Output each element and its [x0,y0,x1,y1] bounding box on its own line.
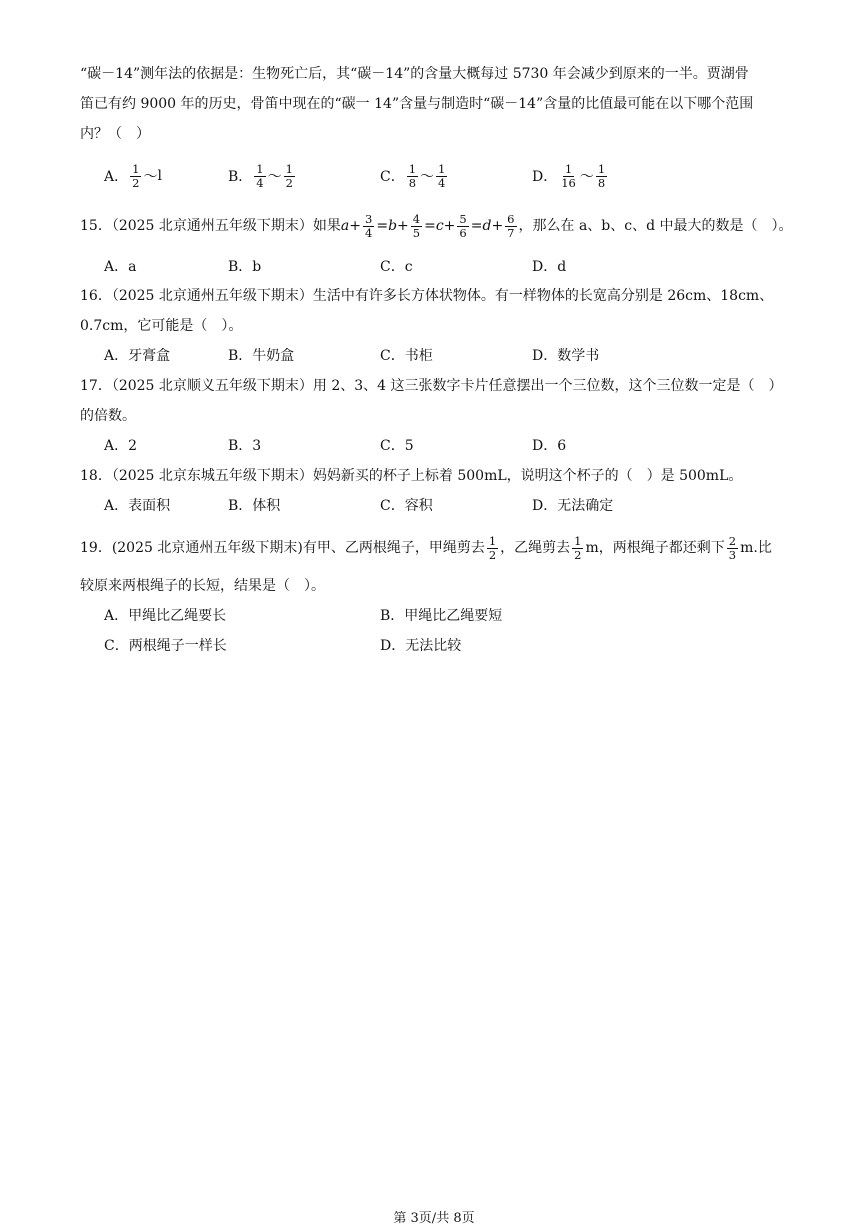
q19-option-a[interactable]: A．甲绳比乙绳要长 [104,608,227,624]
q16-line-1: 16．（2025 北京通州五年级下期末）生活中有许多长方体状物体。有一样物体的长宽高分别是 26cm、18cm、 [80,288,774,304]
q18-option-d[interactable]: D．无法确定 [532,498,614,514]
fraction: $\frac{4}{5}$ [412,211,421,240]
fraction: $\frac{1}{16}$ [561,161,576,190]
q15-option-d[interactable]: D．d [532,259,567,275]
q17-line-1: 17．（2025 北京顺义五年级下期末）用 2、3、4 这三张数字卡片任意摆出一个三位数，这个三位数一定是（ ） [80,378,783,394]
q16-option-d[interactable]: D．数学书 [532,348,600,364]
q14-line-1: “碳－14”测年法的依据是：生物死亡后，其“碳－14”的含量大概每过 5730 年会减少到原来的一半。贾湖骨 [80,66,749,82]
q17-option-b[interactable]: B．3 [228,438,262,454]
q16-options [104,338,804,372]
fraction: $\frac{1}{2}$ [285,161,293,190]
q19-option-c[interactable]: C．两根绳子一样长 [104,638,227,654]
fraction: $\frac{5}{6}$ [459,211,467,240]
page-number: 第 3页/共 8页 [393,1211,475,1226]
fraction: $\frac{1}{8}$ [597,161,606,190]
q18-line-1: 18．（2025 北京东城五年级下期末）妈妈新买的杯子上标着 500mL，说明这个杯子的（ ）是 500mL。 [80,468,743,484]
fraction: $\frac{3}{4}$ [365,211,373,240]
q14-line-2: 笛已有约 9000 年的历史，骨笛中现在的“碳一 14”含量与制造时“碳－14”含量的比值最可能在以下哪个范围 [80,96,754,112]
q16-option-b[interactable]: B．牛奶盒 [228,348,295,364]
fraction: $\frac{1}{2}$ [488,533,497,562]
q15-option-b[interactable]: B．b [228,259,262,275]
fraction: $\frac{1}{2}$ [132,161,140,190]
fraction: $\frac{1}{8}$ [408,161,417,190]
q16-option-a[interactable]: A．牙膏盒 [104,348,171,364]
q18-option-c[interactable]: C．容积 [380,498,433,514]
q19-options-row-2 [104,628,804,662]
q14-options [104,159,804,193]
q17-option-a[interactable]: A．2 [104,438,138,454]
q14-option-d[interactable]: D． $\frac{1}{16}$ ～ $\frac{1}{8}$ [532,161,606,190]
q16-option-c[interactable]: C．书柜 [380,348,433,364]
q19-option-b[interactable]: B．甲绳比乙绳要短 [380,608,503,624]
q17-option-d[interactable]: D．6 [532,438,567,454]
q15-stem: 15．（2025 北京通州五年级下期末）如果 a + $\frac{3}{4}$ = b + $\frac{4}{5}$ = c + $\frac{5}{6}$ = d + $\frac{6}{7}$ ，那么在 a、b、c、d 中最大的数是（ ）。 [80,211,793,240]
q16-line-2: 0.7cm，它可能是（ ）。 [80,318,243,334]
q17-option-c[interactable]: C．5 [380,438,414,454]
q15-option-c[interactable]: C．c [380,259,413,275]
q17-line-2: 的倍数。 [80,408,136,424]
q18-options [104,488,804,522]
fraction: $\frac{1}{4}$ [438,161,446,190]
q19-options-row-1 [104,598,804,632]
q17-options [104,428,804,462]
fraction: $\frac{1}{4}$ [256,161,264,190]
q14-line-3: 内？（ ） [80,126,150,142]
q18-option-a[interactable]: A．表面积 [104,498,171,514]
q15-option-a[interactable]: A．a [104,259,137,275]
q19-option-d[interactable]: D．无法比较 [380,638,462,654]
q19-stem: 19．(2025 北京通州五年级下期末)有甲、乙两根绳子，甲绳剪去 $\frac{1}{2}$ ，乙绳剪去 $\frac{1}{2}$ m，两根绳子都还剩下 $\frac{2}{3}$ m.比 [80,533,772,562]
fraction: $\frac{1}{2}$ [574,533,582,562]
q14-option-c[interactable]: C． $\frac{1}{8}$ ～ $\frac{1}{4}$ [380,161,446,190]
q18-option-b[interactable]: B．体积 [228,498,281,514]
q15-options [104,249,804,283]
q14-option-a[interactable]: A． $\frac{1}{2}$ ～ l [104,161,162,190]
fraction: $\frac{6}{7}$ [507,211,515,240]
q14-option-b[interactable]: B． $\frac{1}{4}$ ～ $\frac{1}{2}$ [228,161,293,190]
fraction: $\frac{2}{3}$ [728,533,737,562]
q19-line-2: 较原来两根绳子的长短，结果是（ ）。 [80,578,325,594]
